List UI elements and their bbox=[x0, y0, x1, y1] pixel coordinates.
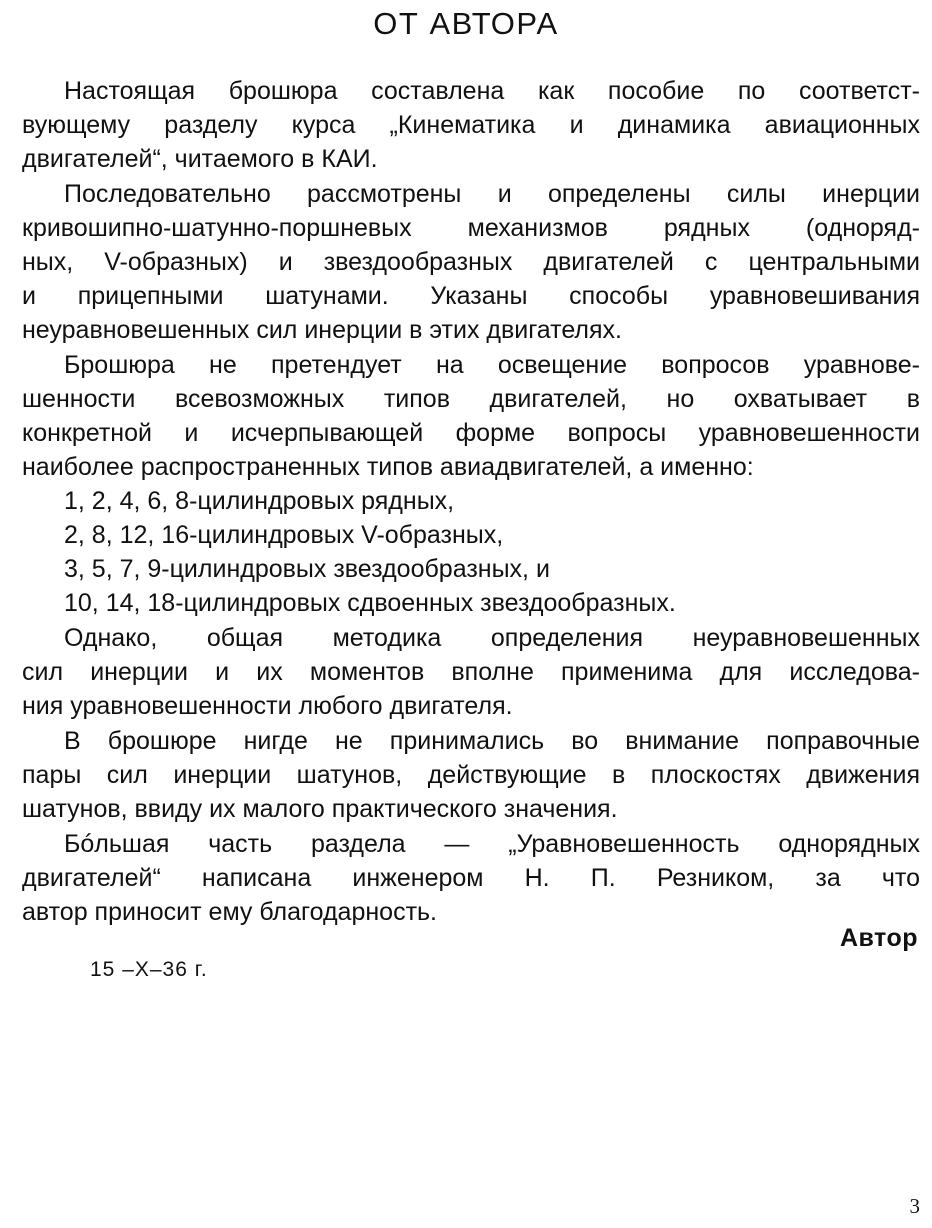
text-line: В брошюре нигде не принимались во внимание поправочные bbox=[64, 727, 920, 755]
text-line: шатунов, ввиду их малого практического значения. bbox=[22, 795, 618, 823]
list-item: 3, 5, 7, 9-цилиндровых звездообразных, и bbox=[64, 555, 550, 583]
text-line: автор приносит ему благодарность. bbox=[22, 898, 437, 926]
text-line: конкретной и исчерпывающей форме вопросы уравновешенности bbox=[22, 419, 920, 447]
text-line: Однако, общая методика определения неуравновешенных bbox=[64, 624, 920, 652]
text-line: и прицепными шатунами. Указаны способы уравновешивания bbox=[22, 282, 920, 310]
text-line: кривошипно-шатунно-поршневых механизмов рядных (однoряд- bbox=[22, 214, 920, 242]
text-line: вующему разделу курса „Кинематика и динамика авиационных bbox=[22, 111, 920, 139]
page-number: 3 bbox=[909, 1194, 920, 1218]
page-title: ОТ АВТОРА bbox=[373, 6, 559, 41]
text-line: ния уравновешенности любого двигателя. bbox=[22, 692, 513, 720]
text-line: Настоящая брошюра составлена как пособие по соответст- bbox=[64, 77, 920, 105]
list-item: 10, 14, 18-цилиндровых сдвоенных звездообразных. bbox=[64, 589, 676, 617]
text-line: ных, V-образных) и звездообразных двигателей с центральными bbox=[22, 248, 920, 276]
text-line: Последовательно рассмотрены и определены силы инерции bbox=[64, 180, 920, 208]
text-line: сил инерции и их моментов вполне применима для исследова- bbox=[22, 658, 920, 686]
text-line: шенности всевозможных типов двигателей, но охватывает в bbox=[22, 385, 920, 413]
list-item: 2, 8, 12, 16-цилиндровых V-образных, bbox=[64, 521, 504, 549]
text-line: Брошюра не претендует на освещение вопросов уравнове- bbox=[64, 351, 920, 379]
list-item: 1, 2, 4, 6, 8-цилиндровых рядных, bbox=[64, 487, 455, 515]
text-line: двигателей“ написана инженером Н. П. Резником, за что bbox=[22, 864, 920, 892]
text-line: пары сил инерции шатунов, действующие в плоскостях движения bbox=[22, 761, 920, 789]
text-line: неуравновешенных сил инерции в этих двигателях. bbox=[22, 316, 622, 344]
text-line: двигателей“, читаемого в КАИ. bbox=[22, 145, 378, 173]
text-line: Бóльшая часть раздела — „Уравновешенность однорядных bbox=[64, 830, 920, 858]
text-line: наиболее распространенных типов авиадвигателей, а именно: bbox=[22, 453, 754, 481]
date: 15 –X–36 г. bbox=[90, 958, 208, 981]
author-signature: Автор bbox=[839, 924, 918, 952]
